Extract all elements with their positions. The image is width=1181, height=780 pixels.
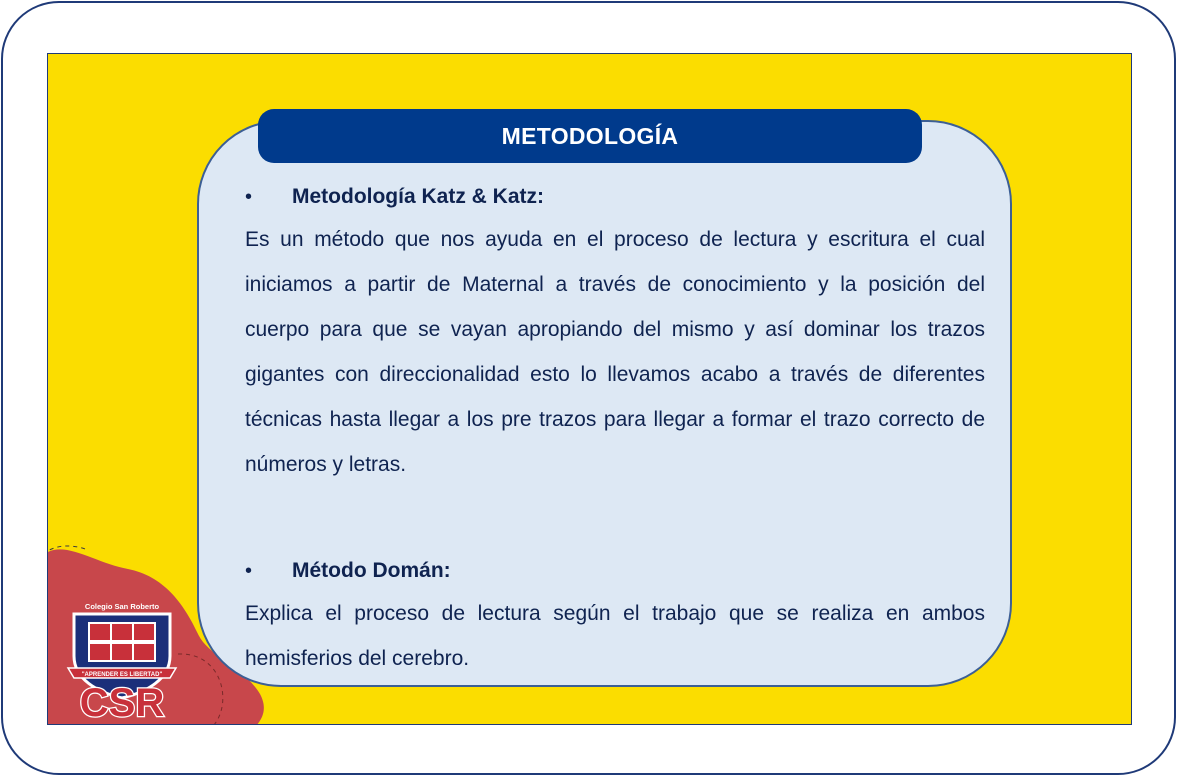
section-heading-row	[245, 551, 985, 591]
page-title: METODOLOGÍA	[501, 122, 679, 149]
section-paragraph: Es un método que nos ayuda en el proceso de lectura y escritura el cual iniciamos a partir de Maternal a través de conocimiento y la posición del cuerpo para que se vayan apropiando del mismo y así dominar los trazos gigantes con direccionalidad esto lo llevamos acabo a través de diferentes técnicas hasta llegar a los pre trazos para llegar a formar el trazo correcto de números y letras.	[245, 228, 985, 476]
section-paragraph: Explica el proceso de lectura según el trabajo que se realiza en ambos hemisferios del cerebro.	[245, 602, 985, 670]
slide	[47, 53, 1132, 725]
bullet-icon: •	[245, 559, 253, 582]
bullet-icon: •	[245, 185, 253, 208]
content	[245, 177, 985, 702]
logo-initials: CSR	[79, 681, 165, 720]
title-bar	[258, 109, 922, 163]
section-heading: Metodología Katz & Katz:	[292, 185, 544, 208]
school-logo	[62, 594, 182, 720]
section-heading-row	[245, 177, 985, 217]
section-heading: Método Domán:	[292, 559, 451, 582]
logo-motto: "APRENDER ES LIBERTAD"	[81, 672, 163, 678]
logo-school-name: Colegio San Roberto	[84, 602, 160, 611]
